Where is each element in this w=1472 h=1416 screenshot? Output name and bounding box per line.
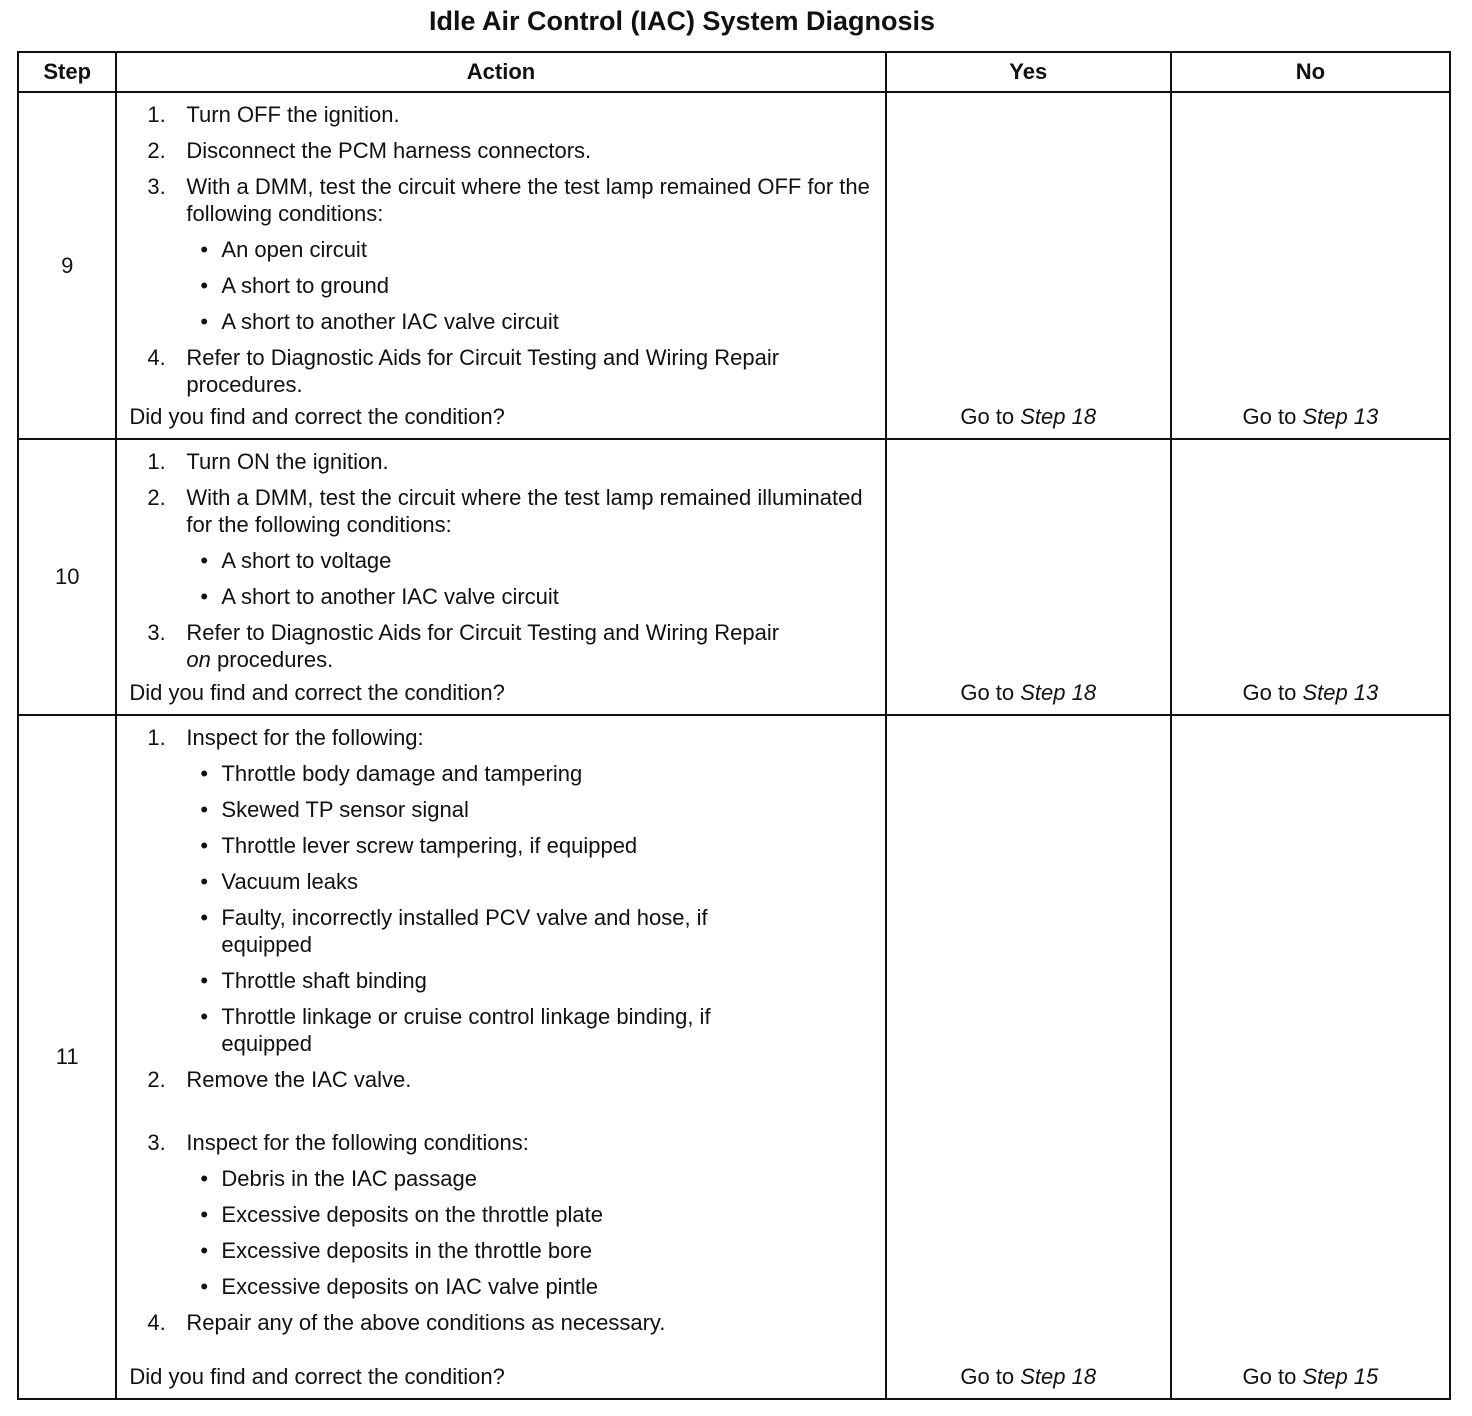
bullet-item xyxy=(117,760,884,787)
step-text: Inspect for the following conditions: xyxy=(186,1130,529,1155)
action-cell xyxy=(116,92,885,439)
bullet-item xyxy=(117,236,884,263)
table-header-row xyxy=(18,52,1450,92)
step-text: Turn ON the ignition. xyxy=(186,449,389,474)
bullet-item xyxy=(117,1273,884,1300)
no-cell xyxy=(1171,439,1450,715)
step-text-italic: on xyxy=(186,647,211,672)
bullet-item xyxy=(117,832,884,859)
table-row xyxy=(18,439,1450,715)
bullet-text: Debris in the IAC passage xyxy=(221,1166,477,1191)
goto-prefix: Go to xyxy=(960,404,1021,429)
goto-step: Step 13 xyxy=(1302,680,1379,705)
step-number: 11 xyxy=(18,715,116,1399)
bullet-text: Throttle linkage or cruise control linkage binding, if equipped xyxy=(221,1004,711,1056)
goto-prefix: Go to xyxy=(1242,404,1303,429)
bullet-icon: • xyxy=(200,761,209,786)
yes-action-link[interactable] xyxy=(960,1364,1096,1389)
bullet-text: A short to voltage xyxy=(221,548,392,573)
step-number: 10 xyxy=(18,439,116,715)
header-no: No xyxy=(1171,52,1450,92)
step-text: Remove the IAC valve. xyxy=(186,1067,412,1092)
bullet-item xyxy=(117,796,884,823)
step-index: 1. xyxy=(147,449,166,474)
goto-prefix: Go to xyxy=(1242,680,1303,705)
bullet-text: A short to another IAC valve circuit xyxy=(221,309,559,334)
step-index: 1. xyxy=(147,102,166,127)
goto-prefix: Go to xyxy=(960,680,1021,705)
table-row xyxy=(18,92,1450,439)
yes-cell xyxy=(886,715,1171,1399)
bullet-item xyxy=(117,868,884,895)
step-index: 3. xyxy=(147,620,166,645)
step-text: Repair any of the above conditions as necessary. xyxy=(186,1310,666,1335)
numbered-step xyxy=(117,1129,884,1156)
numbered-step xyxy=(117,724,884,751)
bullet-icon: • xyxy=(200,309,209,334)
numbered-step xyxy=(117,619,884,673)
bullet-icon: • xyxy=(200,273,209,298)
bullet-icon: • xyxy=(200,905,209,930)
bullet-text: Excessive deposits in the throttle bore xyxy=(221,1238,592,1263)
goto-prefix: Go to xyxy=(1242,1364,1303,1389)
yes-cell xyxy=(886,439,1171,715)
bullet-text: A short to ground xyxy=(221,273,389,298)
bullet-icon: • xyxy=(200,1202,209,1227)
question: Did you find and correct the condition? xyxy=(129,680,505,705)
bullet-item xyxy=(117,1003,884,1057)
bullet-icon: • xyxy=(200,584,209,609)
no-action-link[interactable] xyxy=(1243,1364,1379,1389)
yes-cell xyxy=(886,92,1171,439)
step-index: 1. xyxy=(147,725,166,750)
goto-step: Step 13 xyxy=(1302,404,1379,429)
diagnosis-table xyxy=(17,51,1451,1400)
bullet-item xyxy=(117,308,884,335)
numbered-step xyxy=(117,344,884,398)
goto-step: Step 18 xyxy=(1020,680,1097,705)
bullet-text: Vacuum leaks xyxy=(221,869,358,894)
step-text: With a DMM, test the circuit where the test lamp remained illuminated for the following conditions: xyxy=(186,485,863,537)
bullet-text: Excessive deposits on IAC valve pintle xyxy=(221,1274,599,1299)
question: Did you find and correct the condition? xyxy=(129,404,505,429)
bullet-item xyxy=(117,967,884,994)
step-text-end: procedures. xyxy=(210,647,334,672)
bullet-text: A short to another IAC valve circuit xyxy=(221,584,559,609)
bullet-text: Excessive deposits on the throttle plate xyxy=(221,1202,603,1227)
numbered-step xyxy=(117,101,884,128)
header-step: Step xyxy=(18,52,116,92)
bullet-text: Skewed TP sensor signal xyxy=(221,797,469,822)
step-index: 2. xyxy=(147,485,166,510)
step-index: 3. xyxy=(147,174,166,199)
goto-step: Step 15 xyxy=(1302,1364,1379,1389)
bullet-icon: • xyxy=(200,1238,209,1263)
goto-prefix: Go to xyxy=(960,1364,1021,1389)
step-text: Inspect for the following: xyxy=(186,725,424,750)
step-index: 3. xyxy=(147,1130,166,1155)
numbered-step xyxy=(117,448,884,475)
step-text: Disconnect the PCM harness connectors. xyxy=(186,138,592,163)
bullet-text: Throttle shaft binding xyxy=(221,968,427,993)
goto-step: Step 18 xyxy=(1020,1364,1097,1389)
spacer xyxy=(117,1102,884,1129)
bullet-icon: • xyxy=(200,797,209,822)
bullet-icon: • xyxy=(200,968,209,993)
bullet-icon: • xyxy=(200,869,209,894)
yes-action-link[interactable] xyxy=(960,404,1096,429)
step-index: 4. xyxy=(147,1310,166,1335)
step-text: Refer to Diagnostic Aids for Circuit Testing and Wiring Repair procedures. xyxy=(186,345,780,397)
numbered-step xyxy=(117,137,884,164)
bullet-item xyxy=(117,904,884,958)
bullet-text: Throttle lever screw tampering, if equipped xyxy=(221,833,638,858)
bullet-icon: • xyxy=(200,1274,209,1299)
header-action: Action xyxy=(116,52,885,92)
yes-action-link[interactable] xyxy=(960,680,1096,705)
step-index: 2. xyxy=(147,138,166,163)
table-row xyxy=(18,715,1450,1399)
action-cell xyxy=(116,439,885,715)
bullet-icon: • xyxy=(200,1166,209,1191)
bullet-text: An open circuit xyxy=(221,237,367,262)
no-cell xyxy=(1171,92,1450,439)
bullet-item xyxy=(117,547,884,574)
step-index: 4. xyxy=(147,345,166,370)
bullet-item xyxy=(117,1237,884,1264)
step-text: With a DMM, test the circuit where the test lamp remained OFF for the following conditions: xyxy=(186,174,870,226)
step-index: 2. xyxy=(147,1067,166,1092)
no-action-link[interactable] xyxy=(1243,680,1379,705)
bullet-text: Throttle body damage and tampering xyxy=(221,761,583,786)
no-action-link[interactable] xyxy=(1243,404,1379,429)
bullet-icon: • xyxy=(200,833,209,858)
bullet-item xyxy=(117,272,884,299)
bullet-text: Faulty, incorrectly installed PCV valve and hose, if equipped xyxy=(221,905,708,957)
step-number: 9 xyxy=(18,92,116,439)
bullet-item xyxy=(117,1165,884,1192)
step-text: Turn OFF the ignition. xyxy=(186,102,400,127)
no-cell xyxy=(1171,715,1450,1399)
numbered-step xyxy=(117,173,884,227)
action-cell xyxy=(116,715,885,1399)
bullet-icon: • xyxy=(200,548,209,573)
goto-step: Step 18 xyxy=(1020,404,1097,429)
numbered-step xyxy=(117,484,884,538)
header-yes: Yes xyxy=(886,52,1171,92)
page-title: Idle Air Control (IAC) System Diagnosis xyxy=(428,6,936,36)
numbered-step xyxy=(117,1066,884,1093)
step-text: Refer to Diagnostic Aids for Circuit Testing and Wiring Repair xyxy=(186,620,780,645)
numbered-step xyxy=(117,1309,884,1336)
bullet-icon: • xyxy=(200,1004,209,1029)
bullet-item xyxy=(117,1201,884,1228)
bullet-icon: • xyxy=(200,237,209,262)
bullet-item xyxy=(117,583,884,610)
question: Did you find and correct the condition? xyxy=(129,1364,505,1389)
